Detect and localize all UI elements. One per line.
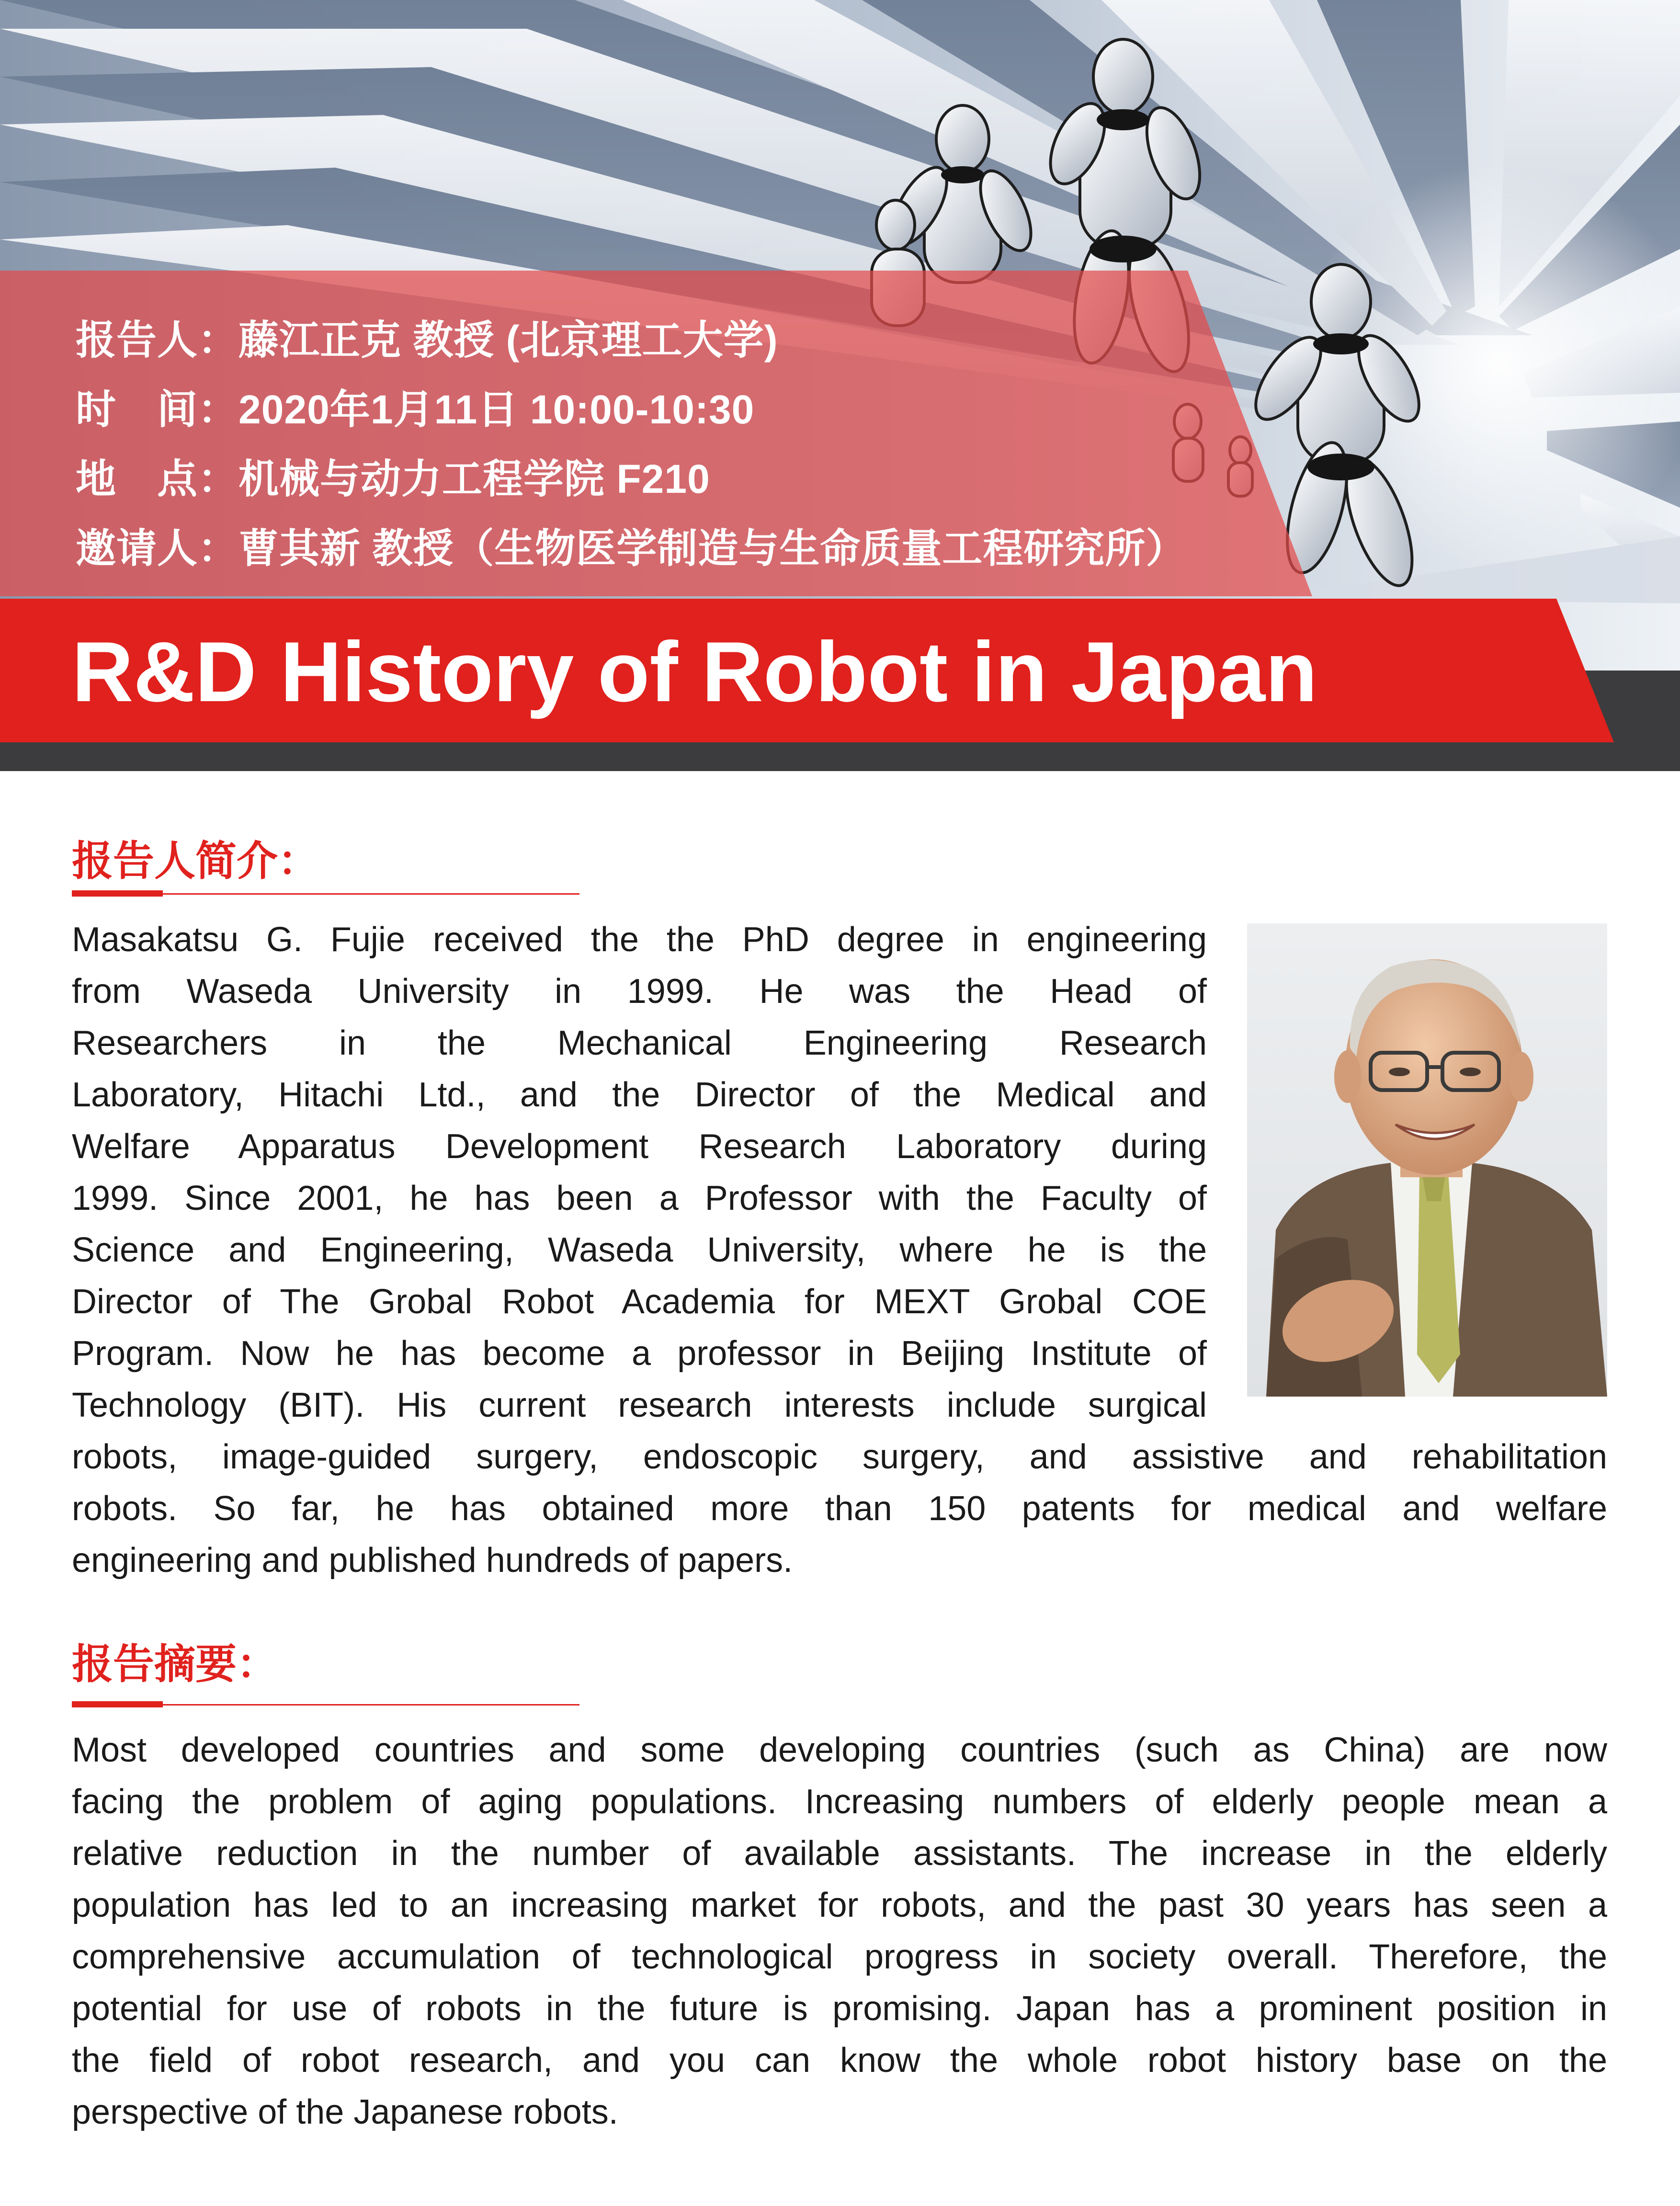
bio-line: robots, image-guided surgery, endoscopic surgery, and assistive and rehabilitation bbox=[72, 1438, 1607, 1476]
bio-heading: 报告人简介： bbox=[72, 838, 319, 884]
abstract-line: Most developed countries and some developing countries (such as China) are now bbox=[72, 1731, 1607, 1769]
bio-line: Director of The Grobal Robot Academia for MEXT Grobal COE bbox=[72, 1283, 1207, 1321]
bio-line: Masakatsu G. Fujie received the the PhD degree in engineering bbox=[72, 921, 1207, 959]
abstract-heading-rule bbox=[72, 1704, 579, 1706]
abstract-line: comprehensive accumulation of technological progress in society overall. Therefore, the bbox=[72, 1938, 1607, 1976]
bio-line: Laboratory, Hitachi Ltd., and the Director of the Medical and bbox=[72, 1076, 1207, 1114]
bio-line: Welfare Apparatus Development Research Laboratory during bbox=[72, 1127, 1207, 1166]
abstract-line: perspective of the Japanese robots. bbox=[72, 2093, 618, 2131]
bio-line: 1999. Since 2001, he has been a Professor with the Faculty of bbox=[72, 1179, 1207, 1217]
bio-line: from Waseda University in 1999. He was the Head of bbox=[72, 972, 1207, 1011]
bio-line: Researchers in the Mechanical Engineering Research bbox=[72, 1024, 1207, 1062]
talk-title: R&D History of Robot in Japan bbox=[72, 624, 1317, 719]
abstract-heading: 报告摘要： bbox=[72, 1641, 278, 1687]
bio-line: Science and Engineering, Waseda University, where he is the bbox=[72, 1231, 1207, 1269]
bio-line: robots. So far, he has obtained more than 150 patents for medical and welfare bbox=[72, 1490, 1607, 1528]
abstract-line: potential for use of robots in the future is promising. Japan has a prominent position in bbox=[72, 1990, 1607, 2028]
inviter-line: 邀请人：曹其新 教授（生物医学制造与生命质量工程研究所） bbox=[76, 526, 1187, 571]
abstract-line: relative reduction in the number of available assistants. The increase in the elderly bbox=[72, 1834, 1607, 1873]
bio-line: Technology (BIT). His current research interests include surgical bbox=[72, 1386, 1207, 1424]
location-line: 地 点：机械与动力工程学院 F210 bbox=[76, 456, 710, 501]
bio-line: Program. Now he has become a professor in Beijing Institute of bbox=[72, 1334, 1207, 1373]
bio-line: engineering and published hundreds of papers. bbox=[72, 1541, 793, 1580]
speaker-portrait bbox=[1247, 923, 1607, 1397]
bio-heading-rule bbox=[72, 893, 579, 895]
time-line: 时 间：2020年1月11日 10:00-10:30 bbox=[76, 387, 755, 432]
abstract-line: the field of robot research, and you can know the whole robot history base on the bbox=[72, 2041, 1607, 2080]
reporter-line: 报告人：藤江正克 教授 (北京理工大学) bbox=[76, 318, 778, 363]
abstract-line: facing the problem of aging populations. Increasing numbers of elderly people mean a bbox=[72, 1783, 1607, 1821]
hero-header bbox=[0, 0, 1680, 771]
abstract-line: population has led to an increasing market for robots, and the past 30 years has seen a bbox=[72, 1886, 1607, 1924]
